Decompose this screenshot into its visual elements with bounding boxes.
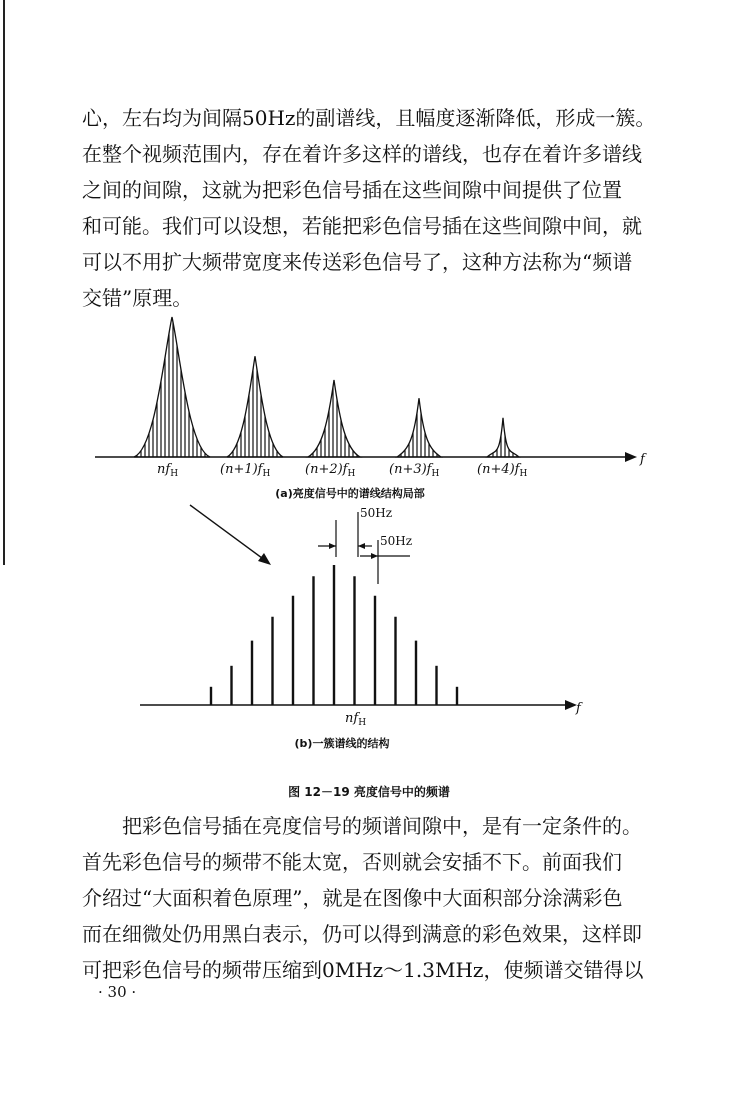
figure-caption: 图 12－19 亮度信号中的频谱 <box>288 785 450 799</box>
paragraph-bottom <box>82 808 662 988</box>
peaks-group <box>134 317 519 457</box>
spectral-lines-group <box>211 565 457 705</box>
center-label-main: nf <box>345 711 359 726</box>
center-label-sub: H <box>358 718 367 728</box>
text-line: 介绍过“大面积着色原理”，就是在图像中大面积部分涂满彩色 <box>82 886 623 910</box>
peak-label: $(n+1)f_H$ <box>220 462 271 479</box>
text-line: 可以不用扩大频带宽度来传送彩色信号了，这种方法称为“频谱 <box>82 250 633 274</box>
text-line: 在整个视频范围内，存在着许多这样的谱线，也存在着许多谱线 <box>82 142 642 166</box>
spectrum-peak <box>134 317 210 457</box>
spectrum-peak <box>397 398 441 457</box>
text-line: 心，左右均为间隔50Hz的副谱线，且幅度逐渐降低，形成一簇。 <box>82 106 656 130</box>
caption-a: (a)亮度信号中的谱线结构局部 <box>275 487 425 500</box>
page-number: · 30 · <box>98 983 137 1001</box>
peak-label: $(n+3)f_H$ <box>389 462 440 479</box>
spacing-marker-2 <box>360 534 412 584</box>
text-line: 首先彩色信号的频带不能太宽，否则就会安插不下。前面我们 <box>82 850 622 874</box>
axis-a-arrowhead <box>625 452 637 462</box>
center-label <box>345 711 366 728</box>
text-line: 而在细微处仍用黑白表示，仍可以得到满意的彩色效果，这样即 <box>82 922 642 946</box>
peak-label: $nf_H$ <box>157 462 179 479</box>
text-line: 交错”原理。 <box>82 286 193 310</box>
peak-labels-group <box>157 462 528 479</box>
spacing-marker-1 <box>318 506 392 557</box>
zoom-arrow-line <box>190 505 266 561</box>
zoom-arrow-head <box>258 553 271 565</box>
spacing-label-1: 50Hz <box>360 506 393 520</box>
axis-a-label: f <box>640 452 645 467</box>
peak-label: $(n+4)f_H$ <box>477 462 528 479</box>
spectrum-peak <box>308 380 360 457</box>
axis-b-label: f <box>576 701 581 716</box>
text-line: 可把彩色信号的频带压缩到0MHz～1.3MHz，使频谱交错得以 <box>82 958 644 982</box>
text-line: 和可能。我们可以设想，若能把彩色信号插在这些间隙中间，就 <box>82 214 642 238</box>
spectrum-peak <box>487 418 519 457</box>
caption-b: (b)一簇谱线的结构 <box>294 737 390 750</box>
spacing-label-2: 50Hz <box>380 534 413 548</box>
text-line: 之间的间隙，这就为把彩色信号插在这些间隙中间提供了位置 <box>82 178 622 202</box>
peak-label: $(n+2)f_H$ <box>305 462 356 479</box>
spectrum-peak <box>227 356 283 457</box>
text-line: 把彩色信号插在亮度信号的频谱间隙中，是有一定条件的。 <box>122 814 642 838</box>
